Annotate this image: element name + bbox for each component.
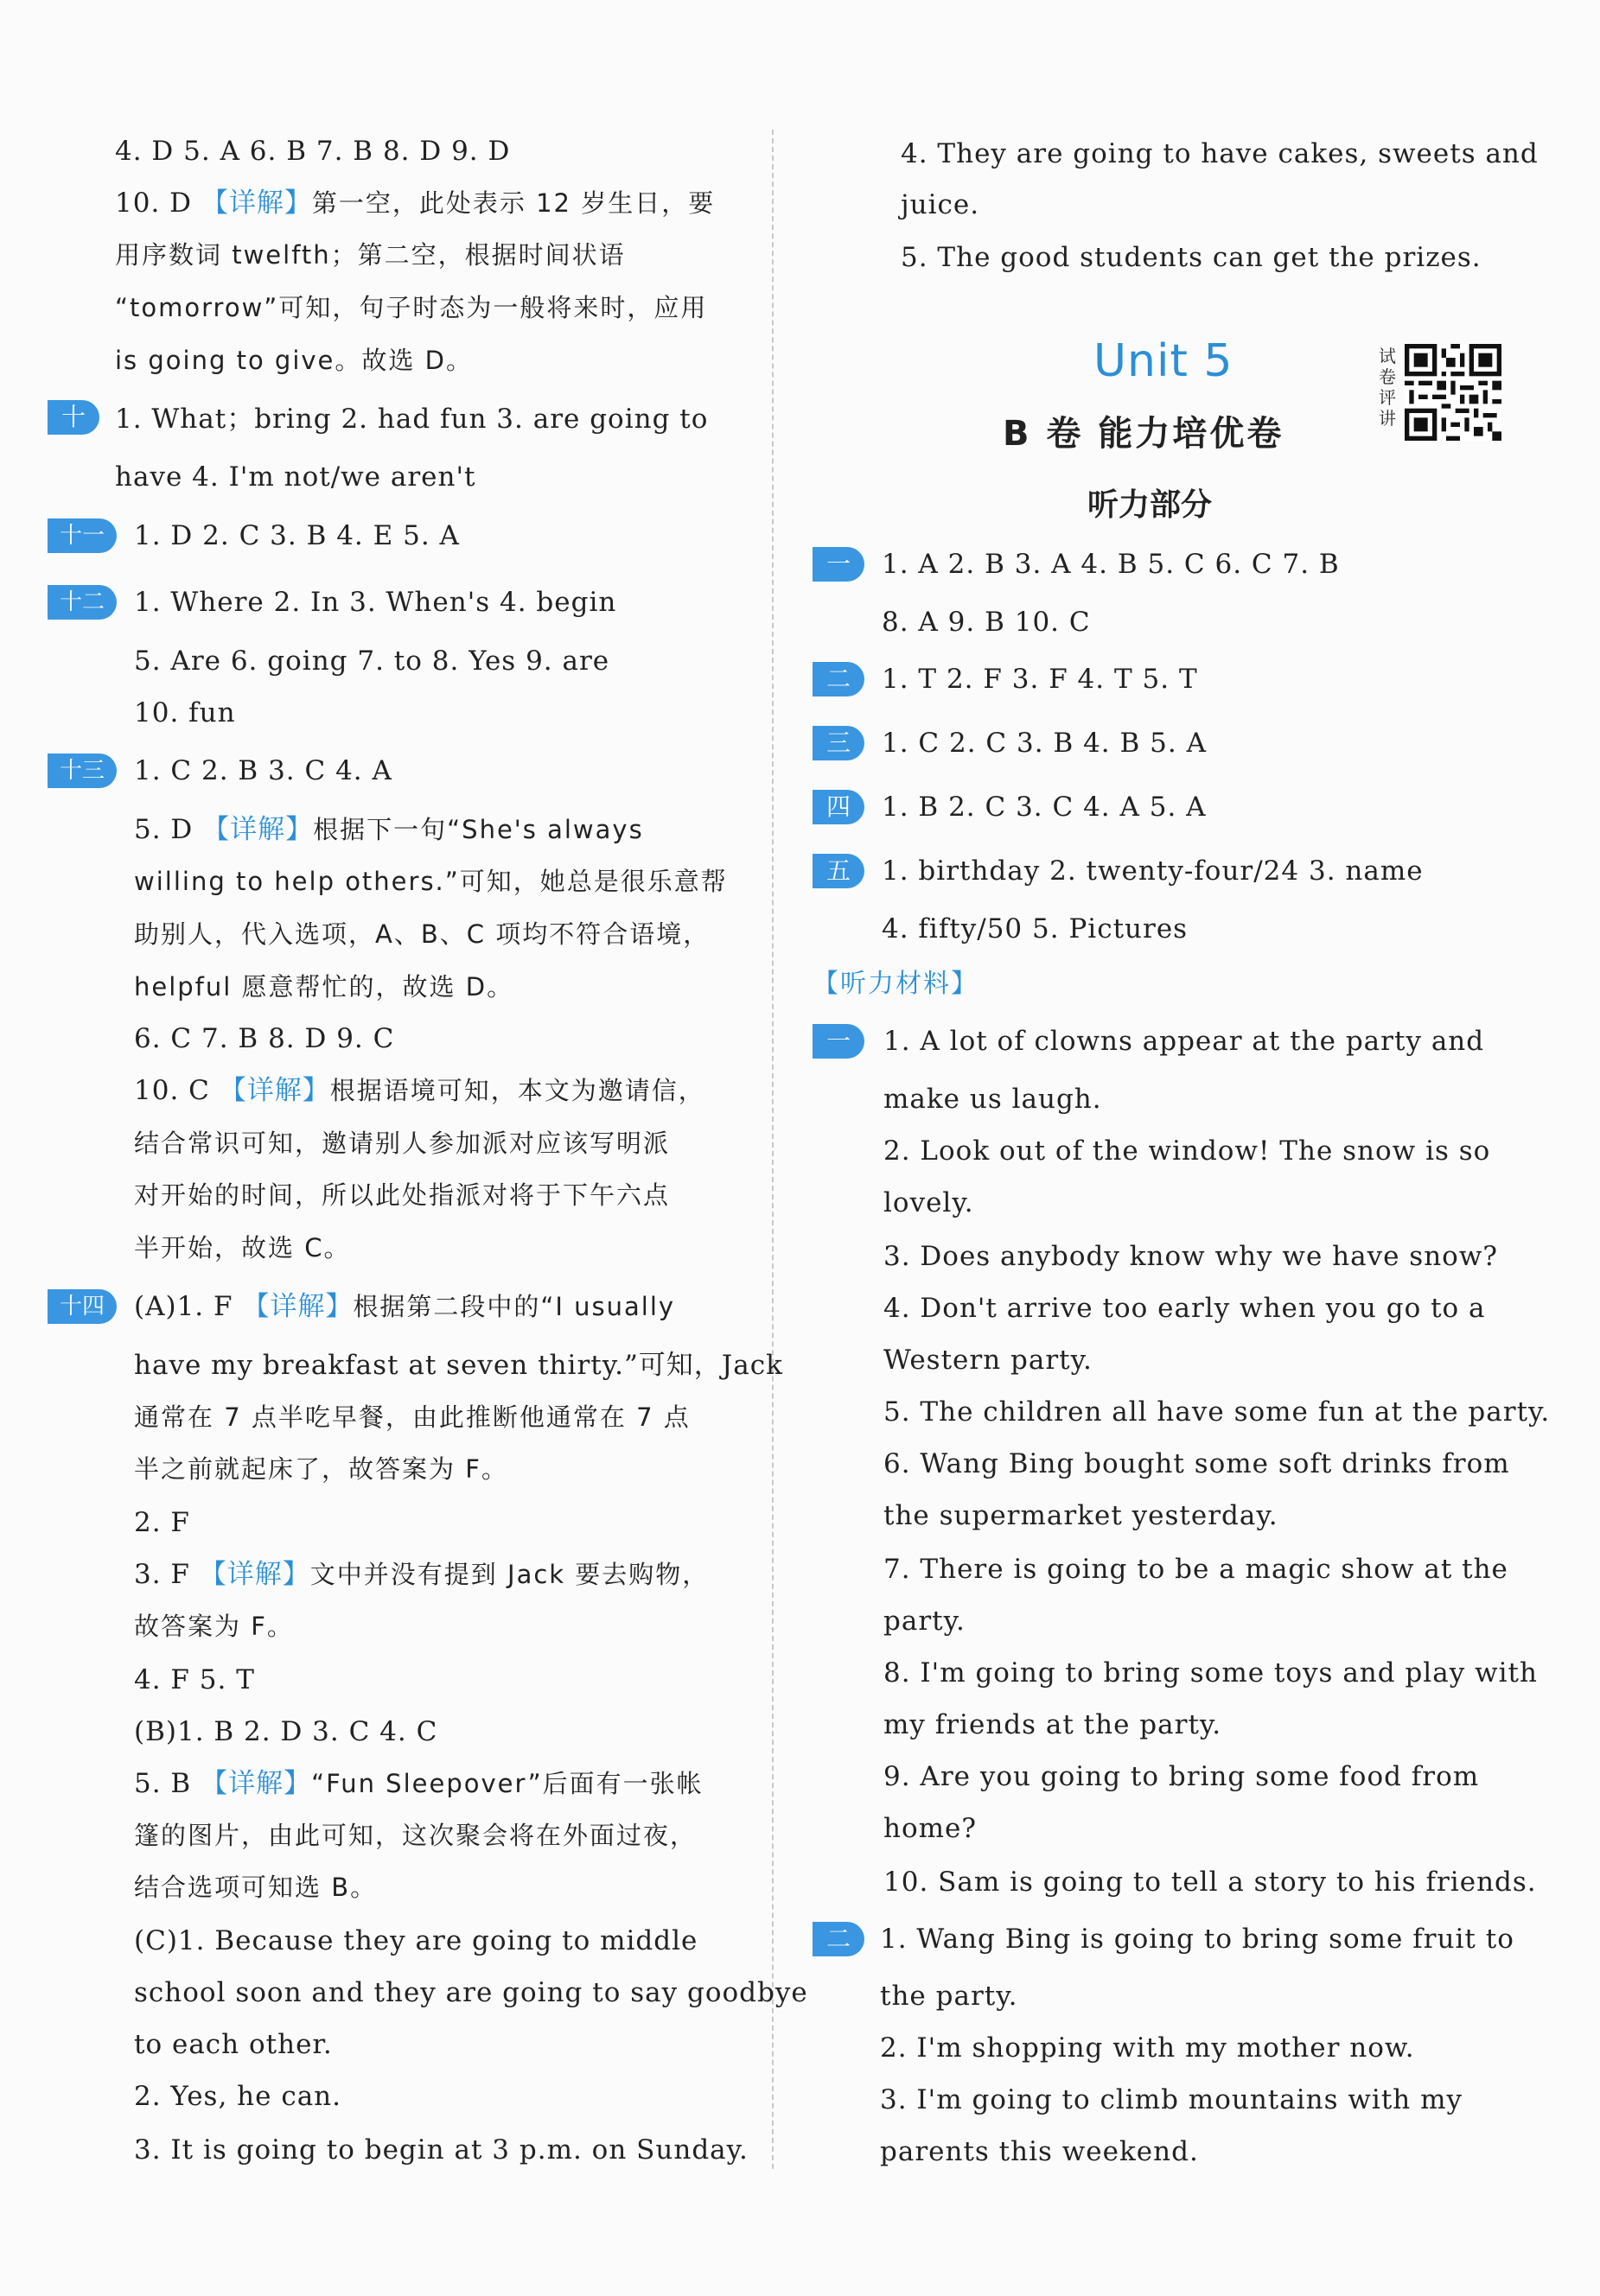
- answer-line: school soon and they are going to say goodbye: [134, 1977, 808, 2008]
- script-line: 6. Wang Bing bought some soft drinks from: [883, 1448, 1510, 1479]
- explain-line: 篷的图片，由此可知，这次聚会将在外面过夜，: [134, 1821, 698, 1850]
- answer-line: 1. A 2. B 3. A 4. B 5. C 6. C 7. B: [882, 549, 1340, 580]
- answer-line: have 4. I'm not/we aren't: [115, 461, 476, 493]
- explain-line: 半开始，故选 C。: [134, 1233, 351, 1262]
- script-line: 2. Look out of the window! The snow is so: [883, 1135, 1491, 1167]
- answer-line: 1. T 2. F 3. F 4. T 5. T: [882, 664, 1198, 695]
- answer-line: 4. D 5. A 6. B 7. B 8. D 9. D: [115, 136, 511, 167]
- explain-line: 通常在 7 点半吃早餐，由此推断他通常在 7 点: [134, 1402, 691, 1432]
- answer-line: 4. fifty/50 5. Pictures: [882, 913, 1189, 944]
- material-tag-1: 一: [813, 1024, 864, 1059]
- explain-line: 结合常识可知，邀请别人参加派对应该写明派: [134, 1129, 671, 1158]
- answer-line: (A)1. F 【详解】根据第二段中的“I usually: [134, 1291, 676, 1322]
- explain-tag: 【详解】: [242, 1291, 354, 1322]
- explain-line: 对开始的时间，所以此处指派对将于下午六点: [134, 1180, 671, 1210]
- explain-line: “tomorrow”可知，句子时态为一般将来时，应用: [115, 293, 708, 322]
- answer-line: (B)1. B 2. D 3. C 4. C: [134, 1716, 438, 1747]
- script-line: parents this weekend.: [880, 2136, 1199, 2167]
- script-line: 7. There is going to be a magic show at the: [883, 1554, 1508, 1585]
- answer-line: 2. F: [134, 1507, 190, 1538]
- answer-line: 10. C 【详解】根据语境可知，本文为邀请信，: [134, 1075, 705, 1106]
- script-line: lovely.: [883, 1187, 974, 1218]
- part-tag-2: 二: [813, 662, 864, 696]
- script-line: 5. The children all have some fun at the party.: [883, 1396, 1551, 1428]
- listening-section-title: 听力部分: [1087, 487, 1213, 523]
- script-line: party.: [883, 1606, 966, 1637]
- answer-line: 2. Yes, he can.: [134, 2081, 341, 2112]
- answer-line: 5. B 【详解】“Fun Sleepover”后面有一张帐: [134, 1768, 704, 1799]
- script-line: 3. Does anybody know why we have snow?: [883, 1241, 1498, 1272]
- script-line: 8. I'm going to bring some toys and play with: [883, 1657, 1538, 1689]
- qr-label: 试卷评讲: [1379, 346, 1396, 429]
- explain-line: 用序数词 twelfth；第二空，根据时间状语: [115, 240, 626, 270]
- answer-line: 1. D 2. C 3. B 4. E 5. A: [134, 520, 460, 551]
- script-line: 2. I'm shopping with my mother now.: [880, 2032, 1415, 2064]
- explain-line: willing to help others.”可知，她总是很乐意帮: [134, 867, 728, 896]
- part-tag-3: 三: [813, 726, 864, 760]
- answer-line: 1. B 2. C 3. C 4. A 5. A: [882, 792, 1207, 823]
- explain-tag: 【详解】: [199, 1559, 310, 1590]
- section-tag-12: 十二: [48, 585, 117, 620]
- answer-line: 5. D 【详解】根据下一句“She's always: [134, 814, 644, 845]
- answer-line: 3. F 【详解】文中并没有提到 Jack 要去购物，: [134, 1559, 710, 1590]
- explain-line: 半之前就起床了，故答案为 F。: [134, 1454, 508, 1484]
- section-tag-11: 十一: [48, 518, 117, 553]
- part-tag-5: 五: [813, 854, 864, 888]
- script-line: 10. Sam is going to tell a story to his friends.: [883, 1867, 1537, 1898]
- script-line: 4. Don't arrive too early when you go to a: [883, 1293, 1486, 1324]
- script-line: make us laugh.: [883, 1084, 1102, 1115]
- material-tag-2: 二: [813, 1922, 864, 1956]
- script-line: Western party.: [883, 1345, 1093, 1376]
- explain-tag: 【详解】: [201, 1768, 312, 1799]
- script-line: home?: [883, 1813, 977, 1844]
- explain-line: 助别人，代入选项，A、B、C 项均不符合语境，: [134, 919, 711, 949]
- part-tag-4: 四: [813, 790, 864, 824]
- answer-line: 6. C 7. B 8. D 9. C: [134, 1023, 395, 1054]
- script-line: the supermarket yesterday.: [883, 1500, 1278, 1531]
- explain-line: 结合选项可知选 B。: [134, 1873, 378, 1902]
- answer-line: 3. It is going to begin at 3 p.m. on Sunday.: [134, 2134, 749, 2166]
- answer-line: 4. F 5. T: [134, 1664, 255, 1695]
- answer-line: 1. C 2. C 3. B 4. B 5. A: [882, 728, 1207, 759]
- explain-tag: 【详解】: [219, 1075, 330, 1106]
- explain-tag: 【详解】: [202, 814, 314, 845]
- answer-line: 1. What；bring 2. had fun 3. are going to: [115, 404, 709, 435]
- explain-line: helpful 愿意帮忙的，故选 D。: [134, 972, 514, 1002]
- answer-line: 8. A 9. B 10. C: [882, 607, 1091, 638]
- script-line: 3. I'm going to climb mountains with my: [880, 2084, 1463, 2115]
- section-tag-14: 十四: [48, 1289, 117, 1324]
- script-line: my friends at the party.: [883, 1709, 1222, 1740]
- explain-line: 故答案为 F。: [134, 1612, 294, 1641]
- answer-line: (C)1. Because they are going to middle: [134, 1925, 698, 1956]
- unit-title: Unit 5: [1093, 335, 1233, 387]
- script-line: 1. A lot of clowns appear at the party and: [883, 1026, 1485, 1057]
- explain-line: is going to give。故选 D。: [115, 346, 473, 375]
- section-tag-10: 十: [48, 400, 99, 435]
- answer-line: 4. They are going to have cakes, sweets and: [901, 138, 1539, 169]
- answer-line: 1. C 2. B 3. C 4. A: [134, 755, 392, 786]
- answer-line: 1. birthday 2. twenty-four/24 3. name: [882, 855, 1424, 887]
- answer-line: to each other.: [134, 2029, 333, 2060]
- listening-material-heading: 【听力材料】: [813, 969, 978, 999]
- part-tag-1: 一: [813, 547, 864, 582]
- explain-line: have my breakfast at seven thirty.”可知，Jack: [134, 1350, 783, 1381]
- answer-line: juice.: [901, 189, 980, 220]
- answer-line: 5. Are 6. going 7. to 8. Yes 9. are: [134, 646, 610, 677]
- section-tag-13: 十三: [48, 754, 117, 788]
- volume-title: B 卷 能力培优卷: [1003, 414, 1284, 454]
- answer-line: 1. Where 2. In 3. When's 4. begin: [134, 587, 617, 618]
- qr-code-icon[interactable]: [1405, 344, 1501, 441]
- column-divider: [772, 130, 774, 2169]
- answer-line: 5. The good students can get the prizes.: [901, 242, 1482, 273]
- explain-tag: 【详解】: [201, 188, 312, 219]
- script-line: the party.: [880, 1981, 1018, 2012]
- script-line: 1. Wang Bing is going to bring some fruit to: [880, 1924, 1514, 1955]
- script-line: 9. Are you going to bring some food from: [883, 1761, 1480, 1792]
- answer-line: 10. D 【详解】第一空，此处表示 12 岁生日，要: [115, 188, 716, 219]
- answer-line: 10. fun: [134, 697, 236, 728]
